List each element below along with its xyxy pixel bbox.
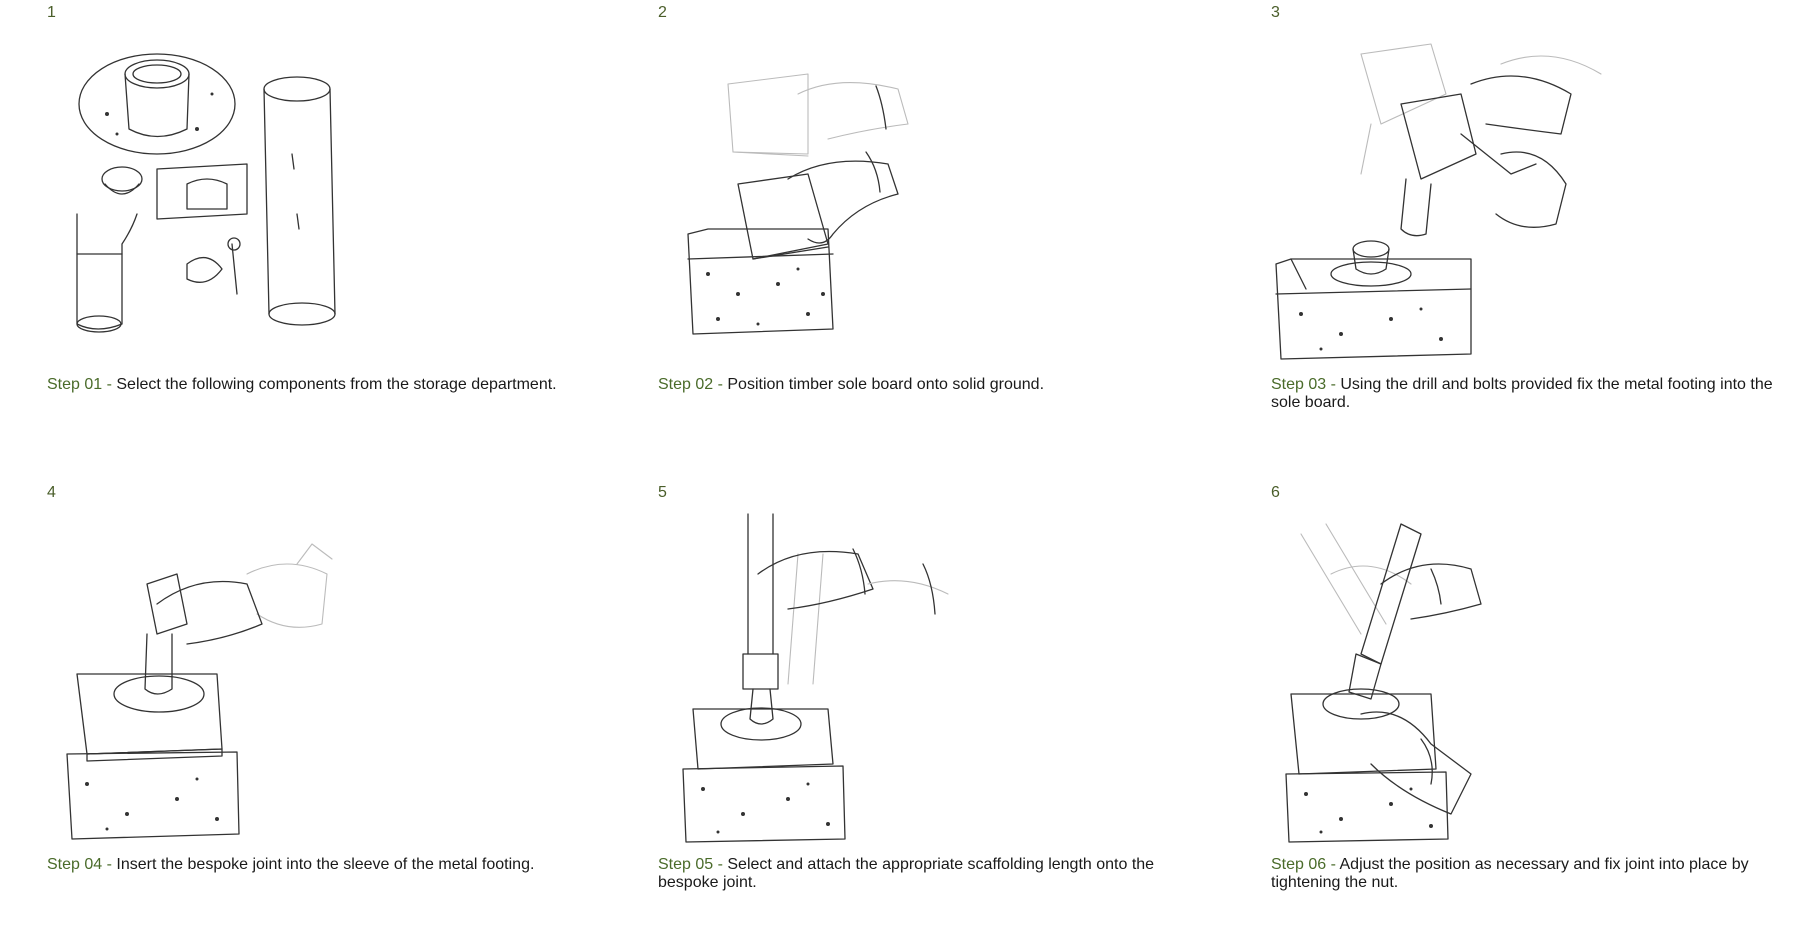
- step-5: [658, 484, 1198, 944]
- step-label: Step 02: [658, 376, 714, 393]
- step-number: 5: [658, 484, 667, 501]
- step-text: Insert the bespoke joint into the sleeve of the metal footing.: [116, 856, 535, 873]
- step-label: Step 04: [47, 856, 103, 873]
- step-separator: -: [102, 856, 117, 873]
- step-label: Step 01: [47, 376, 103, 393]
- step-2: [658, 4, 1198, 464]
- step-number: 1: [47, 4, 56, 21]
- step-separator: -: [1326, 376, 1341, 393]
- step-4: [47, 484, 587, 944]
- step-caption: [47, 856, 567, 874]
- joint-insert-illustration-icon: [47, 514, 587, 844]
- step-text: Select the following components from the storage department.: [116, 376, 557, 393]
- step-number: 2: [658, 4, 667, 21]
- step-3: [1271, 4, 1811, 464]
- step-label: Step 03: [1271, 376, 1327, 393]
- tighten-nut-illustration-icon: [1271, 514, 1811, 844]
- step-number: 3: [1271, 4, 1280, 21]
- step-text: Adjust the position as necessary and fix joint into place by tightening the nut.: [1271, 856, 1749, 891]
- step-label: Step 06: [1271, 856, 1327, 873]
- step-text: Using the drill and bolts provided fix the metal footing into the sole board.: [1271, 376, 1773, 411]
- step-caption: [1271, 376, 1791, 412]
- step-separator: -: [713, 376, 728, 393]
- step-caption: [47, 376, 567, 394]
- step-6: [1271, 484, 1811, 944]
- step-separator: -: [102, 376, 117, 393]
- step-separator: -: [713, 856, 728, 873]
- sole-board-illustration-icon: [658, 34, 1198, 364]
- step-text: Select and attach the appropriate scaffolding length onto the bespoke joint.: [658, 856, 1155, 891]
- step-number: 6: [1271, 484, 1280, 501]
- scaffold-attach-illustration-icon: [658, 514, 1198, 844]
- step-caption: [658, 856, 1178, 892]
- components-illustration-icon: [47, 34, 587, 364]
- step-caption: [1271, 856, 1791, 892]
- step-text: Position timber sole board onto solid ground.: [727, 376, 1045, 393]
- step-label: Step 05: [658, 856, 714, 873]
- step-1: [47, 4, 587, 464]
- drill-illustration-icon: [1271, 34, 1811, 364]
- step-number: 4: [47, 484, 56, 501]
- step-separator: -: [1326, 856, 1340, 873]
- step-caption: [658, 376, 1178, 394]
